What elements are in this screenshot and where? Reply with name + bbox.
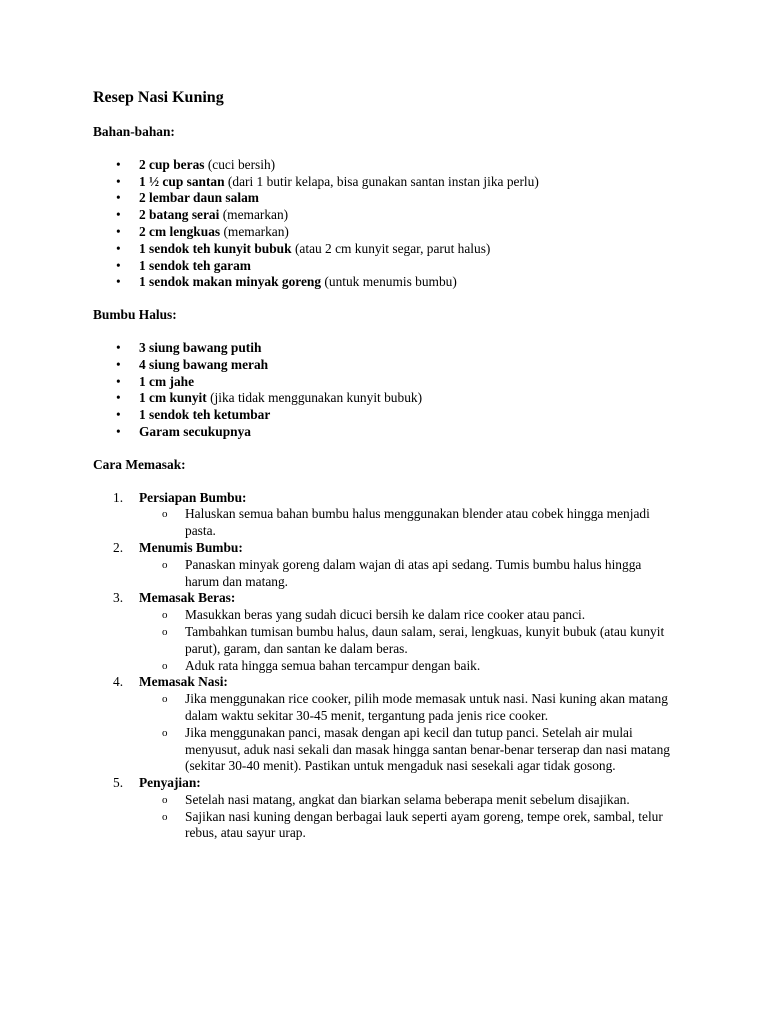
- circle-bullet-icon: o: [162, 793, 168, 806]
- page-title: Resep Nasi Kuning: [93, 89, 224, 106]
- step-number: 5.: [113, 775, 124, 791]
- steps-list: [93, 490, 678, 843]
- bullet-icon: •: [116, 423, 121, 439]
- step-title: Memasak Nasi:: [139, 674, 228, 690]
- bullet-icon: •: [116, 190, 121, 206]
- section-heading-cara: Cara Memasak:: [93, 456, 186, 472]
- list-item: [93, 340, 678, 357]
- item-note: (dari 1 butir kelapa, bisa gunakan santan instan jika perlu): [224, 173, 539, 189]
- circle-bullet-icon: o: [162, 693, 168, 706]
- item-note: (jika tidak menggunakan kunyit bubuk): [206, 390, 423, 406]
- list-item: [93, 157, 678, 174]
- list-item: [93, 357, 678, 374]
- item-name: 1 sendok teh kunyit bubuk: [139, 240, 292, 256]
- list-item: [93, 374, 678, 391]
- section-heading-bumbu: Bumbu Halus:: [93, 307, 177, 323]
- item-name: 1 cm kunyit: [139, 390, 207, 406]
- bullet-icon: •: [116, 240, 121, 256]
- substep-item: [139, 658, 678, 675]
- circle-bullet-icon: o: [162, 625, 168, 638]
- bullet-icon: •: [116, 274, 121, 290]
- step-substeps: [139, 792, 678, 842]
- substep-item: [139, 725, 678, 775]
- substep-item: [139, 792, 678, 809]
- substep-text: Setelah nasi matang, angkat dan biarkan selama beberapa menit sebelum disajikan.: [185, 791, 630, 807]
- step-number: 1.: [113, 489, 124, 505]
- bullet-icon: •: [116, 390, 121, 406]
- substep-text: Panaskan minyak goreng dalam wajan di atas api sedang. Tumis bumbu halus hingga harum dan matang.: [185, 556, 642, 589]
- item-name: 2 batang serai: [139, 207, 220, 223]
- step-item: [93, 490, 678, 540]
- substep-text: Tambahkan tumisan bumbu halus, daun salam, serai, lengkuas, kunyit bubuk (atau kunyit parut), garam, dan santan ke dalam beras.: [185, 623, 665, 656]
- step-title: Persiapan Bumbu:: [139, 489, 247, 505]
- step-number: 3.: [113, 590, 124, 606]
- substep-text: Aduk rata hingga semua bahan tercampur dengan baik.: [185, 657, 481, 673]
- item-name: 1 sendok teh ketumbar: [139, 407, 271, 423]
- list-item: [93, 407, 678, 424]
- step-title: Memasak Beras:: [139, 590, 236, 606]
- circle-bullet-icon: o: [162, 659, 168, 672]
- step-substeps: [139, 607, 678, 674]
- list-item: [93, 174, 678, 191]
- circle-bullet-icon: o: [162, 558, 168, 571]
- step-title: Menumis Bumbu:: [139, 539, 243, 555]
- item-name: 2 lembar daun salam: [139, 190, 259, 206]
- bullet-icon: •: [116, 339, 121, 355]
- item-note: (untuk menumis bumbu): [321, 274, 457, 290]
- item-name: Garam secukupnya: [139, 423, 251, 439]
- item-name: 1 cm jahe: [139, 373, 195, 389]
- substep-text: Haluskan semua bahan bumbu halus menggunakan blender atau cobek hingga menjadi pasta.: [185, 506, 650, 539]
- circle-bullet-icon: o: [162, 609, 168, 622]
- circle-bullet-icon: o: [162, 508, 168, 521]
- substep-text: Sajikan nasi kuning dengan berbagai lauk seperti ayam goreng, tempe orek, sambal, telur rebus, atau sayur urap.: [185, 808, 663, 841]
- step-substeps: [139, 506, 678, 540]
- item-note: (memarkan): [220, 223, 289, 239]
- circle-bullet-icon: o: [162, 726, 168, 739]
- item-name: 1 ½ cup santan: [139, 173, 225, 189]
- item-name: 1 sendok makan minyak goreng: [139, 274, 322, 290]
- item-note: (cuci bersih): [204, 156, 276, 172]
- step-number: 4.: [113, 674, 124, 690]
- substep-item: [139, 607, 678, 624]
- list-item: [93, 224, 678, 241]
- bullet-icon: •: [116, 156, 121, 172]
- item-note: (memarkan): [219, 207, 289, 223]
- list-item: [93, 190, 678, 207]
- substep-item: [139, 624, 678, 658]
- list-item: [93, 424, 678, 441]
- step-item: [93, 674, 678, 775]
- substep-text: Jika menggunakan panci, masak dengan api kecil dan tutup panci. Setelah air mulai menyusut, aduk nasi sekali dan masak hingga santan benar-benar terserap dan nasi matang (sekitar 30-40 menit). Pastikan untuk mengaduk nasi sesekali agar tidak gosong.: [185, 724, 670, 774]
- substep-item: [139, 809, 678, 843]
- spice-list: [93, 340, 678, 441]
- bullet-icon: •: [116, 373, 121, 389]
- bullet-icon: •: [116, 407, 121, 423]
- step-item: [93, 775, 678, 842]
- list-item: [93, 274, 678, 291]
- ingredient-list: [93, 157, 678, 291]
- substep-text: Jika menggunakan rice cooker, pilih mode memasak untuk nasi. Nasi kuning akan matang dalam waktu sekitar 30-45 menit, tergantung pada jenis rice cooker.: [185, 691, 668, 723]
- item-name: 2 cup beras: [139, 156, 205, 172]
- list-item: [93, 258, 678, 275]
- step-number: 2.: [113, 539, 124, 555]
- circle-bullet-icon: o: [162, 810, 168, 823]
- step-title: Penyajian:: [139, 775, 201, 791]
- step-substeps: [139, 557, 678, 591]
- bullet-icon: •: [116, 173, 121, 189]
- item-name: 2 cm lengkuas: [139, 223, 221, 239]
- bullet-icon: •: [116, 356, 121, 372]
- document-page: [93, 88, 678, 842]
- section-heading-bahan: Bahan-bahan:: [93, 124, 175, 139]
- item-name: 4 siung bawang merah: [139, 356, 269, 372]
- step-substeps: [139, 691, 678, 775]
- item-note: (atau 2 cm kunyit segar, parut halus): [291, 240, 491, 256]
- step-item: [93, 590, 678, 674]
- item-name: 1 sendok teh garam: [139, 257, 251, 273]
- substep-item: [139, 557, 678, 591]
- substep-item: [139, 691, 678, 725]
- step-item: [93, 540, 678, 590]
- substep-text: Masukkan beras yang sudah dicuci bersih ke dalam rice cooker atau panci.: [185, 607, 586, 623]
- list-item: [93, 207, 678, 224]
- bullet-icon: •: [116, 207, 121, 223]
- item-name: 3 siung bawang putih: [139, 339, 262, 355]
- bullet-icon: •: [116, 223, 121, 239]
- list-item: [93, 390, 678, 407]
- substep-item: [139, 506, 678, 540]
- list-item: [93, 241, 678, 258]
- bullet-icon: •: [116, 257, 121, 273]
